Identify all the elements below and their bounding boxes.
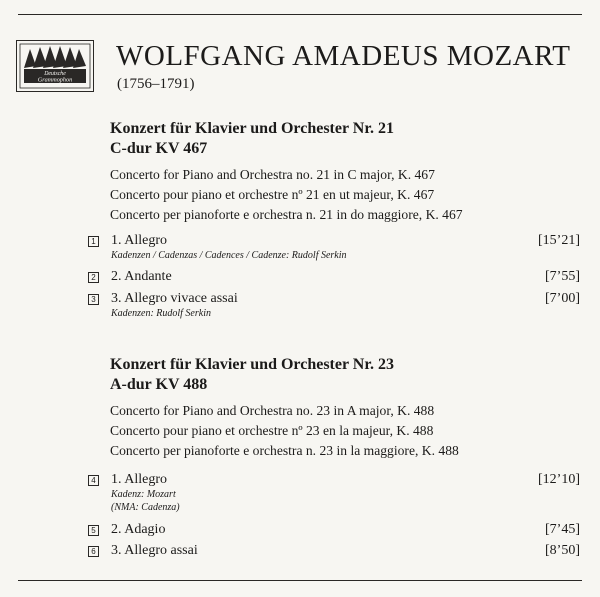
- track-duration: [7’00]: [545, 291, 580, 306]
- translation-it: Concerto per pianoforte e orchestra n. 21 in do maggiore, K. 467: [110, 207, 463, 222]
- track-title: 2. Andante: [111, 269, 172, 284]
- track-title: 3. Allegro assai: [111, 543, 198, 558]
- work-concerto-21: [110, 119, 580, 225]
- track-duration: [7’45]: [545, 522, 580, 537]
- track-number: 1: [88, 236, 99, 247]
- composer-name: WOLFGANG AMADEUS MOZART: [116, 40, 571, 72]
- translation-en: Concerto for Piano and Orchestra no. 21 in C major, K. 467: [110, 167, 435, 182]
- deutsche-grammophon-logo-icon: [16, 40, 94, 92]
- logo-text-line1: Deutsche: [44, 71, 66, 78]
- track-note: Kadenz: Mozart: [111, 489, 176, 500]
- top-rule: [18, 14, 582, 15]
- track-title: 2. Adagio: [111, 522, 166, 537]
- work-title: Konzert für Klavier und Orchester Nr. 21: [110, 120, 394, 137]
- track-number: 6: [88, 546, 99, 557]
- translation-en: Concerto for Piano and Orchestra no. 23 in A major, K. 488: [110, 403, 435, 418]
- track-title: 1. Allegro: [111, 233, 167, 248]
- translation-fr: Concerto pour piano et orchestre nº 23 en la majeur, K. 488: [110, 423, 434, 438]
- translation-fr: Concerto pour piano et orchestre nº 21 en ut majeur, K. 467: [110, 187, 435, 202]
- work-concerto-23: [110, 355, 580, 461]
- track-title: 1. Allegro: [111, 472, 167, 487]
- composer-dates: (1756–1791): [117, 76, 195, 92]
- track-note: (NMA: Cadenza): [111, 502, 180, 513]
- track-duration: [12’10]: [538, 472, 580, 487]
- logo-text-line2: Grammophon: [37, 76, 73, 84]
- track-duration: [7’55]: [545, 269, 580, 284]
- bottom-rule: [18, 580, 582, 581]
- track-number: 4: [88, 475, 99, 486]
- work-translations: [110, 165, 580, 225]
- work-translations: [110, 401, 580, 461]
- track-number: 2: [88, 272, 99, 283]
- track-note: Kadenzen / Cadenzas / Cadences / Cadenze: Rudolf Serkin: [111, 250, 347, 261]
- work-key: C-dur KV 467: [110, 140, 208, 157]
- track-number: 5: [88, 525, 99, 536]
- track-note: Kadenzen: Rudolf Serkin: [111, 308, 211, 319]
- track-duration: [8’50]: [545, 543, 580, 558]
- track-title: 3. Allegro vivace assai: [111, 291, 238, 306]
- work-title: Konzert für Klavier und Orchester Nr. 23: [110, 356, 394, 373]
- translation-it: Concerto per pianoforte e orchestra n. 23 in la maggiore, K. 488: [110, 443, 459, 458]
- track-duration: [15’21]: [538, 233, 580, 248]
- work-key: A-dur KV 488: [110, 376, 208, 393]
- track-number: 3: [88, 294, 99, 305]
